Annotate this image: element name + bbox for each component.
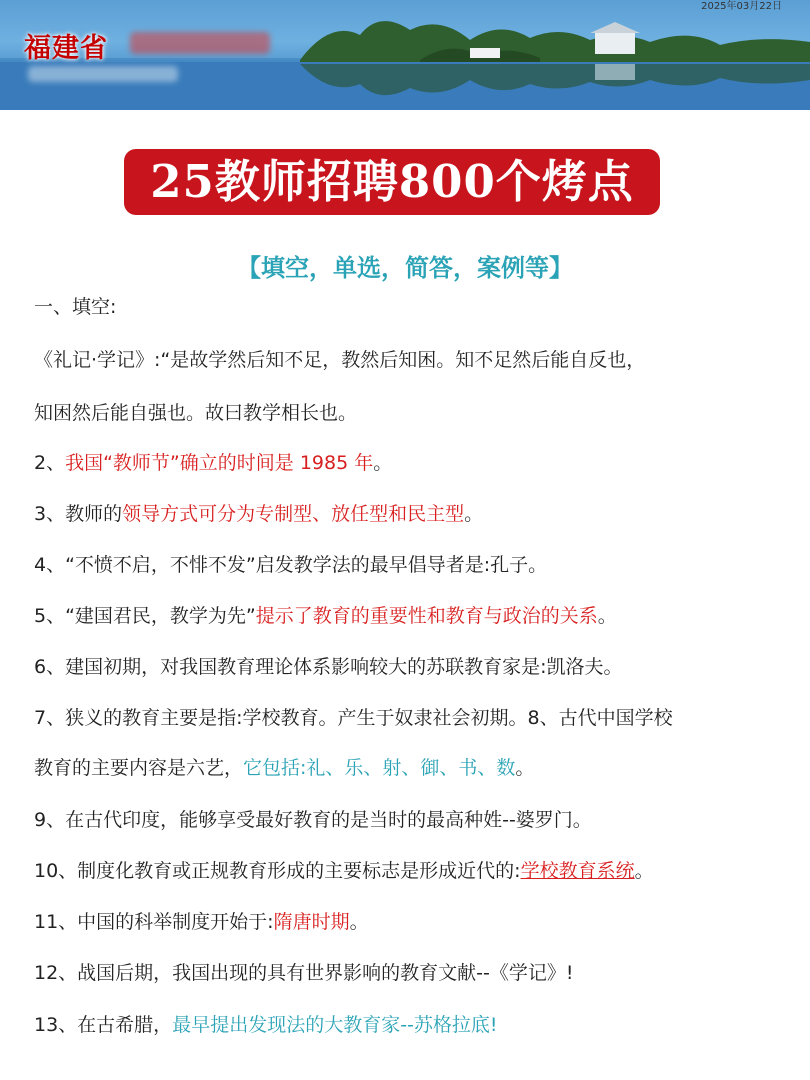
list-item-3 (34, 499, 483, 526)
blurred-subtitle (130, 32, 270, 54)
section-heading: 一、填空: (34, 296, 117, 318)
list-item-10 (34, 856, 654, 883)
list-item-2 (34, 448, 392, 475)
item-text: 2、 (34, 452, 66, 474)
highlight-text: 学校教育系统 (520, 860, 635, 882)
item-text: 11、中国的科举制度开始于: (34, 911, 274, 933)
page-subtitle: 【填空，单选，简答，案例等】 (237, 253, 573, 282)
list-item-12: 12、战国后期，我国出现的具有世界影响的教育文献--《学记》! (34, 962, 574, 984)
item-text: 13、在古希腊， (34, 1014, 173, 1036)
list-item-13 (34, 1010, 498, 1037)
list-item-9: 9、在古代印度，能够享受最好教育的是当时的最高种姓--婆罗门。 (34, 809, 592, 831)
banner-date: 2025年03月22日 (701, 1, 782, 12)
item-text: 。 (349, 911, 369, 933)
item-text: 。 (634, 860, 654, 882)
list-item-11 (34, 907, 369, 934)
list-item-8 (34, 753, 534, 780)
list-item-7: 7、狭义的教育主要是指:学校教育。产生于奴隶社会初期。8、古代中国学校 (34, 707, 673, 729)
blurred-text (28, 66, 178, 82)
list-item-1-line-2: 知困然后能自强也。故曰教学相长也。 (34, 402, 358, 424)
highlight-text: 提示了教育的重要性和教育与政治的关系 (255, 605, 598, 627)
item-text: 。 (373, 452, 393, 474)
highlight-text: 领导方式可分为专制型、放任型和民主型 (122, 503, 465, 525)
item-text: 5、“建国君民，教学为先” (34, 605, 256, 627)
highlight-text: 我国“教师节”确立的时间是 1985 年 (65, 452, 374, 474)
item-text: 。 (515, 757, 535, 779)
banner-title: 福建省 (24, 33, 108, 64)
item-text: 3、教师的 (34, 503, 123, 525)
item-text: 教育的主要内容是六艺， (34, 757, 244, 779)
header-banner (0, 0, 810, 110)
item-text: 10、制度化教育或正规教育形成的主要标志是形成近代的: (34, 860, 521, 882)
highlight-text: 最早提出发现法的大教育家--苏格拉底! (172, 1014, 498, 1036)
item-text: 。 (597, 605, 617, 627)
list-item-6: 6、建国初期，对我国教育理论体系影响较大的苏联教育家是:凯洛夫。 (34, 656, 623, 678)
highlight-text: 它包括:礼、乐、射、御、书、数 (243, 757, 516, 779)
list-item-1-line-1: 《礼记·学记》:“是故学然后知不足，教然后知困。知不足然后能自反也， (34, 349, 646, 371)
lake-scenery-image (0, 0, 810, 110)
page-title: 25教师招聘800个烤点 (124, 149, 660, 215)
list-item-5 (34, 601, 617, 628)
highlight-text: 隋唐时期 (273, 911, 350, 933)
list-item-4: 4、“不愤不启，不悱不发”启发教学法的最早倡导者是:孔子。 (34, 554, 548, 576)
item-text: 。 (464, 503, 484, 525)
